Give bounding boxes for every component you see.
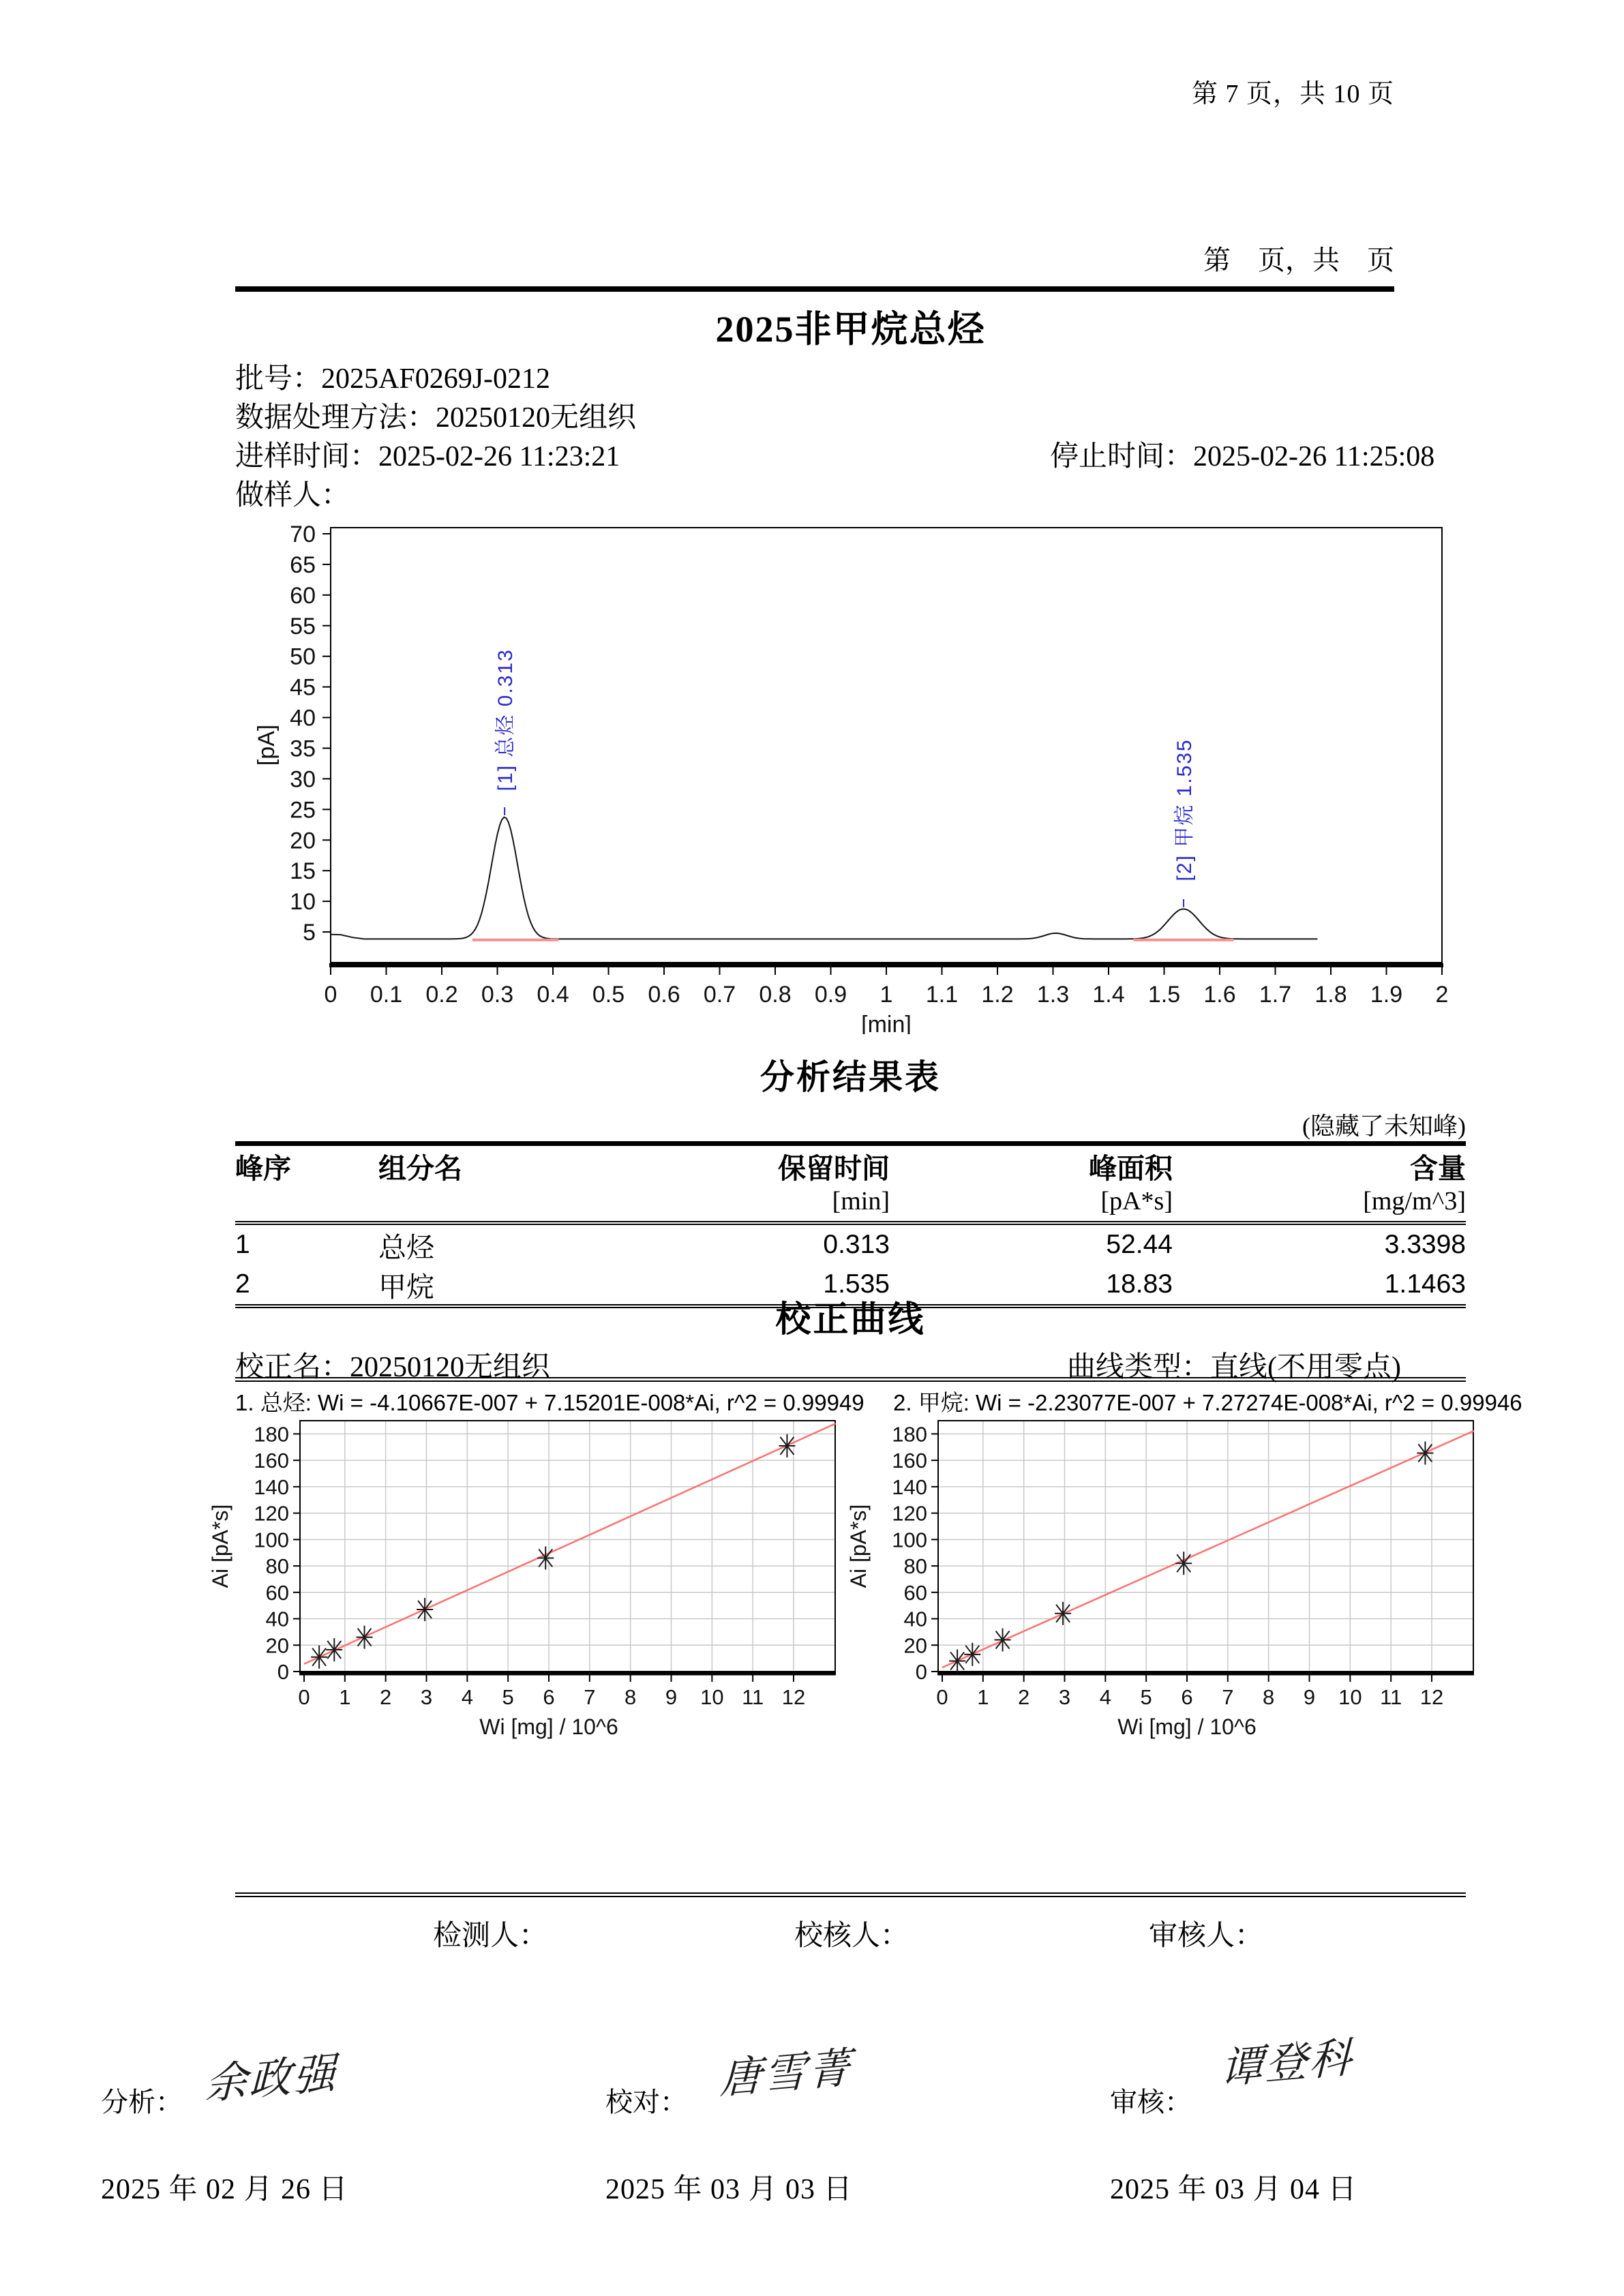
svg-text:65: 65 [290,552,316,578]
hidden-peaks-note: (隐藏了未知峰) [1302,1113,1466,1140]
checker-label: 校核人： [794,1920,909,1952]
svg-text:0: 0 [915,1660,927,1684]
svg-text:30: 30 [290,766,316,793]
svg-text:1: 1 [977,1685,989,1709]
col-component: 组分名 [378,1153,462,1184]
result-table-title: 分析结果表 [760,1058,941,1096]
svg-text:120: 120 [254,1501,289,1526]
svg-text:[pA]: [pA] [254,724,280,766]
analysis-date: 2025 年 02 月 26 日 [101,2174,348,2205]
svg-text:6: 6 [1181,1685,1193,1709]
svg-text:10: 10 [1338,1685,1362,1709]
svg-text:8: 8 [625,1685,637,1709]
svg-text:20: 20 [265,1633,289,1658]
method-line: 数据处理方法：20250120无组织 [235,402,637,434]
footer-labels [235,1913,1466,1954]
svg-text:1.5: 1.5 [1147,982,1181,1008]
svg-text:60: 60 [265,1580,289,1605]
svg-text:10: 10 [700,1685,724,1709]
svg-text:35: 35 [290,736,316,762]
svg-text:0: 0 [277,1660,289,1684]
svg-text:40: 40 [290,705,316,731]
svg-text:15: 15 [290,858,316,885]
svg-text:1.9: 1.9 [1370,982,1403,1008]
svg-text:1.2: 1.2 [981,982,1014,1008]
svg-text:8: 8 [1263,1685,1275,1709]
svg-text:0.4: 0.4 [537,982,569,1008]
svg-text:4: 4 [1099,1685,1111,1709]
svg-text:160: 160 [254,1449,289,1473]
svg-text:40: 40 [903,1607,927,1631]
svg-text:20: 20 [290,828,316,854]
footer-rule [235,1892,1466,1897]
svg-text:0.8: 0.8 [759,982,792,1008]
svg-text:60: 60 [903,1580,927,1605]
svg-text:1.8: 1.8 [1314,982,1347,1008]
svg-text:2: 2 [380,1685,392,1709]
svg-text:9: 9 [665,1685,678,1709]
svg-text:6: 6 [543,1685,555,1709]
svg-text:10: 10 [290,889,316,916]
auditor-label: 审核人： [1149,1920,1264,1952]
svg-text:[1] 总烃 0.313: [1] 总烃 0.313 [494,648,517,791]
svg-text:[2] 甲烷 1.535: [2] 甲烷 1.535 [1173,738,1197,881]
signature-review: 谭登科 [1220,2034,1354,2093]
analysis-label: 分析： [101,2087,183,2117]
curve-type: 曲线类型：直线(不用零点) [1067,1352,1401,1383]
result-table [235,1141,1466,1308]
svg-text:0: 0 [936,1685,948,1709]
svg-text:1.3: 1.3 [1036,982,1070,1008]
svg-text:80: 80 [265,1554,289,1579]
inject-time-line: 进样时间：2025-02-26 11:23:21 [235,441,620,472]
svg-text:3: 3 [420,1685,433,1709]
col-area: 峰面积 [pA*s] [1089,1153,1173,1215]
svg-text:140: 140 [892,1475,927,1499]
inspector-label: 检测人： [433,1920,548,1952]
sampler-line: 做样人： [235,480,350,511]
svg-text:0.2: 0.2 [425,982,458,1008]
svg-text:0: 0 [324,982,337,1008]
svg-text:0.3: 0.3 [481,982,514,1008]
signature-proofread: 唐雪菁 [719,2044,853,2103]
svg-text:Wi [mg] / 10^6: Wi [mg] / 10^6 [479,1715,618,1739]
svg-text:55: 55 [290,613,316,639]
calibration-title: 校正曲线 [775,1301,926,1340]
svg-text:180: 180 [254,1422,289,1447]
svg-text:Wi [mg] / 10^6: Wi [mg] / 10^6 [1117,1715,1257,1739]
calibration-equation-2: 2. 甲烷: Wi = -2.23077E-007 + 7.27274E-008*Ai, r^2 = 0.99946 [893,1390,1522,1415]
table-row: 2 甲烷 1.535 18.83 1.1463 [235,1269,1466,1303]
result-table-header [235,1146,1466,1225]
page-number-blank: 第 页，共 页 [1203,245,1394,275]
svg-text:5: 5 [502,1685,514,1709]
svg-text:1: 1 [339,1685,351,1709]
svg-text:1: 1 [879,982,893,1008]
svg-text:60: 60 [290,582,316,609]
svg-text:1.6: 1.6 [1203,982,1236,1008]
svg-text:11: 11 [1380,1685,1402,1709]
svg-text:2: 2 [1435,982,1449,1008]
svg-text:0.6: 0.6 [648,982,680,1008]
svg-text:20: 20 [903,1633,927,1658]
report-meta [235,360,1466,515]
svg-text:Ai [pA*s]: Ai [pA*s] [846,1504,871,1588]
stop-time-line: 停止时间：2025-02-26 11:25:08 [1050,441,1435,472]
calibration-name: 校正名：20250120无组织 [235,1352,551,1383]
header-rule [235,286,1394,292]
report-title: 2025非甲烷总烃 [715,309,986,350]
proofread-label: 校对： [605,2087,687,2117]
svg-text:25: 25 [290,797,316,824]
page-number: 第 7 页，共 10 页 [1191,80,1394,108]
svg-text:40: 40 [265,1607,289,1631]
svg-text:160: 160 [892,1449,927,1473]
svg-text:50: 50 [290,644,316,670]
svg-text:3: 3 [1058,1685,1071,1709]
col-retention: 保留时间 [min] [778,1153,890,1215]
svg-text:7: 7 [584,1685,596,1709]
svg-text:140: 140 [254,1475,289,1499]
calibration-rule [235,1377,1466,1382]
svg-text:9: 9 [1303,1685,1316,1709]
svg-text:5: 5 [303,920,316,946]
calibration-equation-1: 1. 总烃: Wi = -4.10667E-007 + 7.15201E-008*Ai, r^2 = 0.99949 [235,1390,864,1415]
svg-text:45: 45 [290,674,316,701]
svg-text:1.1: 1.1 [925,982,959,1008]
review-date: 2025 年 03 月 04 日 [1110,2174,1357,2205]
chromatogram-chart [225,513,1452,1034]
svg-text:12: 12 [781,1685,806,1709]
svg-text:1.4: 1.4 [1092,982,1125,1008]
calibration-chart-methane [843,1413,1484,1740]
table-row: 1 总烃 0.313 52.44 3.3398 [235,1230,1466,1263]
review-label: 审核： [1110,2087,1192,2117]
svg-text:180: 180 [892,1422,927,1447]
calibration-chart-total-hydrocarbon [205,1413,845,1740]
col-content: 含量 [mg/m^3] [1363,1153,1466,1215]
svg-text:12: 12 [1419,1685,1444,1709]
svg-text:[min]: [min] [861,1012,912,1034]
svg-text:0.1: 0.1 [370,982,403,1008]
svg-text:Ai [pA*s]: Ai [pA*s] [208,1504,232,1588]
svg-text:1.7: 1.7 [1259,982,1292,1008]
col-peak-no: 峰序 [235,1153,291,1184]
svg-text:7: 7 [1222,1685,1234,1709]
svg-text:0.5: 0.5 [592,982,625,1008]
svg-text:100: 100 [892,1528,927,1552]
svg-text:4: 4 [461,1685,473,1709]
svg-text:0.9: 0.9 [814,982,847,1008]
batch-line: 批号：2025AF0269J-0212 [235,363,551,395]
svg-text:70: 70 [290,521,316,547]
svg-text:11: 11 [742,1685,764,1709]
svg-text:80: 80 [903,1554,927,1579]
svg-text:5: 5 [1140,1685,1152,1709]
svg-text:0.7: 0.7 [703,982,736,1008]
signature-analysis: 余政强 [205,2050,338,2109]
svg-text:0: 0 [298,1685,310,1709]
svg-text:100: 100 [254,1528,289,1552]
svg-text:120: 120 [892,1501,927,1526]
proofread-date: 2025 年 03 月 03 日 [605,2174,853,2205]
svg-text:2: 2 [1018,1685,1030,1709]
